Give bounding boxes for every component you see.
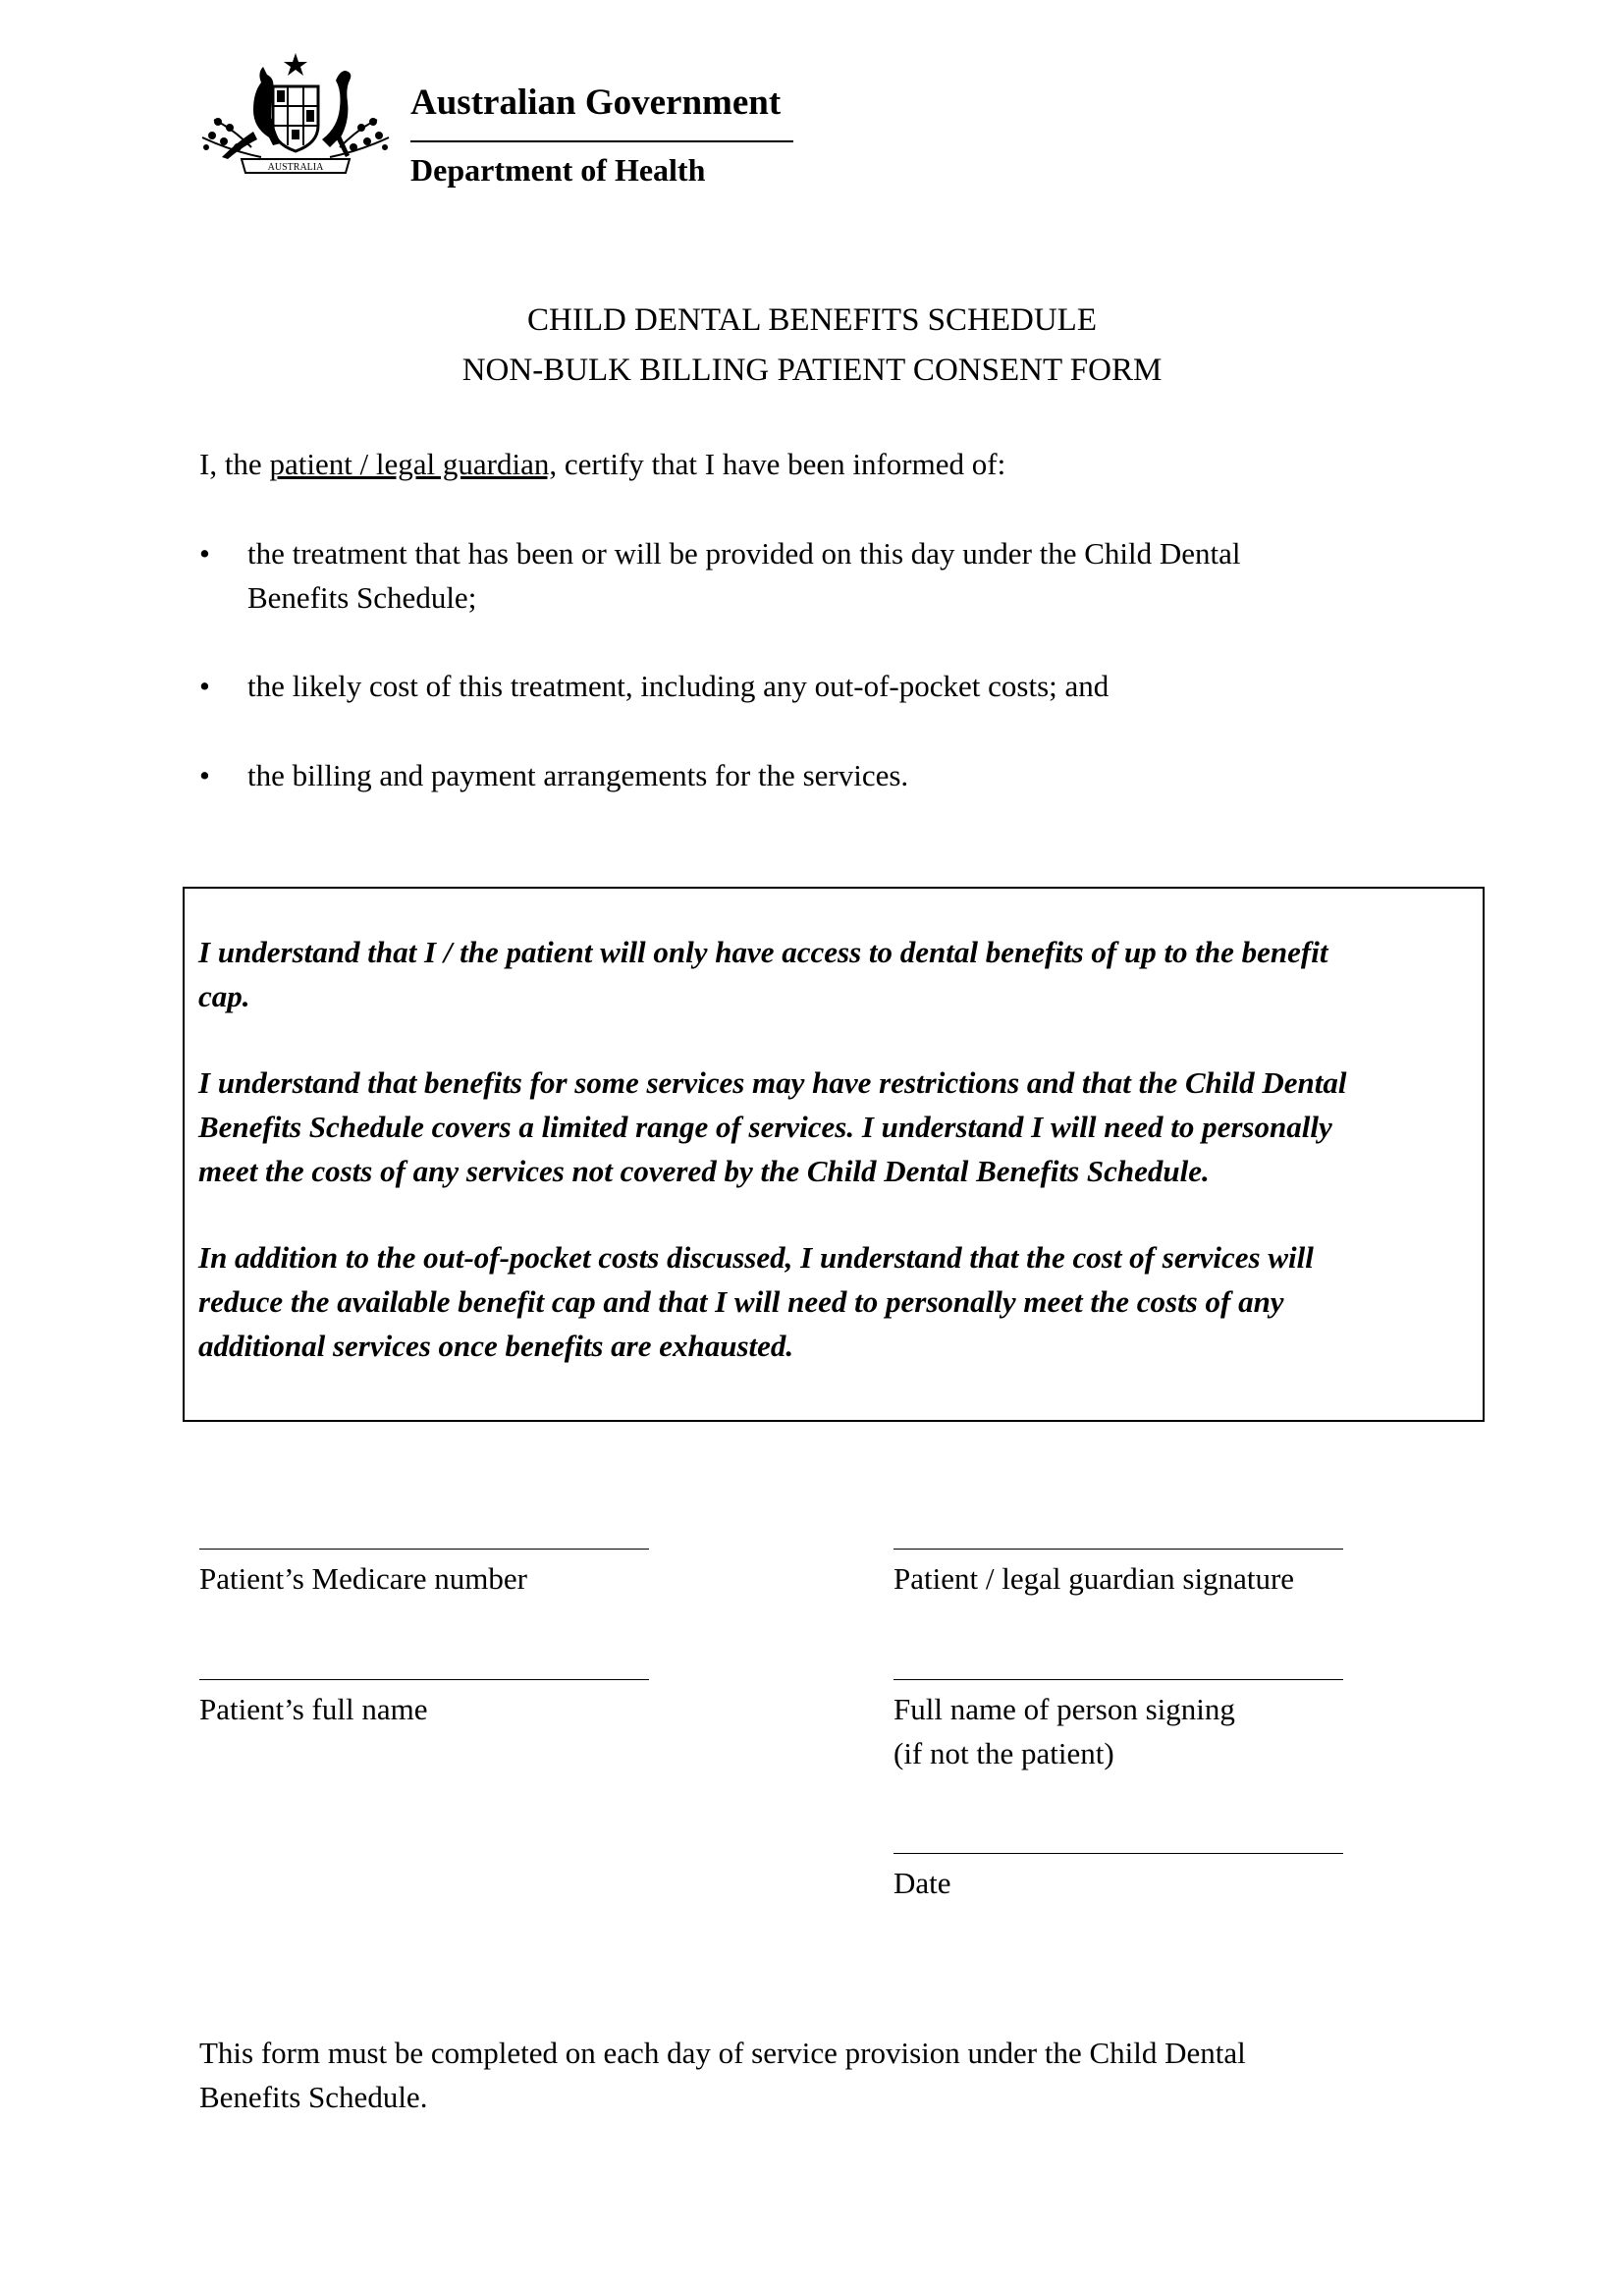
bullet-icon: • (199, 758, 210, 792)
list-item: the likely cost of this treatment, including any out-of-pocket costs; and (247, 669, 1110, 703)
date-label: Date (893, 1866, 951, 1900)
medicare-number-label: Patient’s Medicare number (199, 1561, 528, 1596)
patient-full-name-label: Patient’s full name (199, 1692, 428, 1726)
notice-paragraph-2 (198, 1061, 1475, 1193)
form-title-line2: NON-BULK BILLING PATIENT CONSENT FORM (461, 353, 1163, 388)
bullet-1-line1: the treatment that has been or will be provided on this day under the Child Dental (247, 536, 1241, 571)
svg-text:AUSTRALIA: AUSTRALIA (267, 162, 324, 173)
list-item: the billing and payment arrangements for the services. (247, 758, 909, 792)
date-field[interactable] (893, 1853, 1343, 1854)
header-divider (410, 140, 793, 142)
government-name: Australian Government (410, 82, 782, 123)
intro-prefix: I, the (199, 447, 270, 481)
notice-line: I understand that I / the patient will only have access to dental benefits of up to the benefit (198, 935, 1328, 969)
medicare-number-field[interactable] (199, 1549, 649, 1550)
footer-line2: Benefits Schedule. (199, 2080, 428, 2114)
bullet-icon: • (199, 669, 210, 703)
form-title-line1: CHILD DENTAL BENEFITS SCHEDULE (526, 302, 1097, 338)
person-signing-label-line2: (if not the patient) (893, 1736, 1114, 1770)
notice-line: I understand that benefits for some services may have restrictions and that the Child Dental (198, 1065, 1347, 1100)
intro-underlined: patient / legal guardian, (269, 447, 558, 481)
notice-line: Benefits Schedule covers a limited range of services. I understand I will need to personally (198, 1110, 1332, 1144)
department-name: Department of Health (410, 152, 706, 188)
notice-line: additional services once benefits are exhausted. (198, 1329, 794, 1363)
notice-line: meet the costs of any services not covered by the Child Dental Benefits Schedule. (198, 1154, 1210, 1188)
notice-line: reduce the available benefit cap and that I will need to personally meet the costs of any (198, 1284, 1284, 1319)
footer-line1: This form must be completed on each day of service provision under the Child Dental (199, 2036, 1246, 2070)
notice-line: In addition to the out-of-pocket costs discussed, I understand that the cost of services will (198, 1240, 1314, 1275)
person-signing-field[interactable] (893, 1679, 1343, 1680)
guardian-signature-label: Patient / legal guardian signature (893, 1561, 1295, 1596)
patient-full-name-field[interactable] (199, 1679, 649, 1680)
intro-suffix: certify that I have been informed of: (557, 447, 1006, 481)
list-item (247, 531, 1241, 620)
australian-coat-of-arms-icon (192, 49, 399, 187)
bullet-1-line2: Benefits Schedule; (247, 580, 477, 615)
notice-paragraph-1 (198, 930, 1475, 1018)
notice-paragraph-3 (198, 1235, 1475, 1368)
intro-statement (199, 442, 1005, 486)
footer-note (199, 2031, 1246, 2119)
person-signing-label-line1: Full name of person signing (893, 1692, 1235, 1726)
bullet-icon: • (199, 536, 210, 571)
person-signing-label (893, 1687, 1235, 1775)
notice-line: cap. (198, 979, 250, 1013)
guardian-signature-field[interactable] (893, 1549, 1343, 1550)
